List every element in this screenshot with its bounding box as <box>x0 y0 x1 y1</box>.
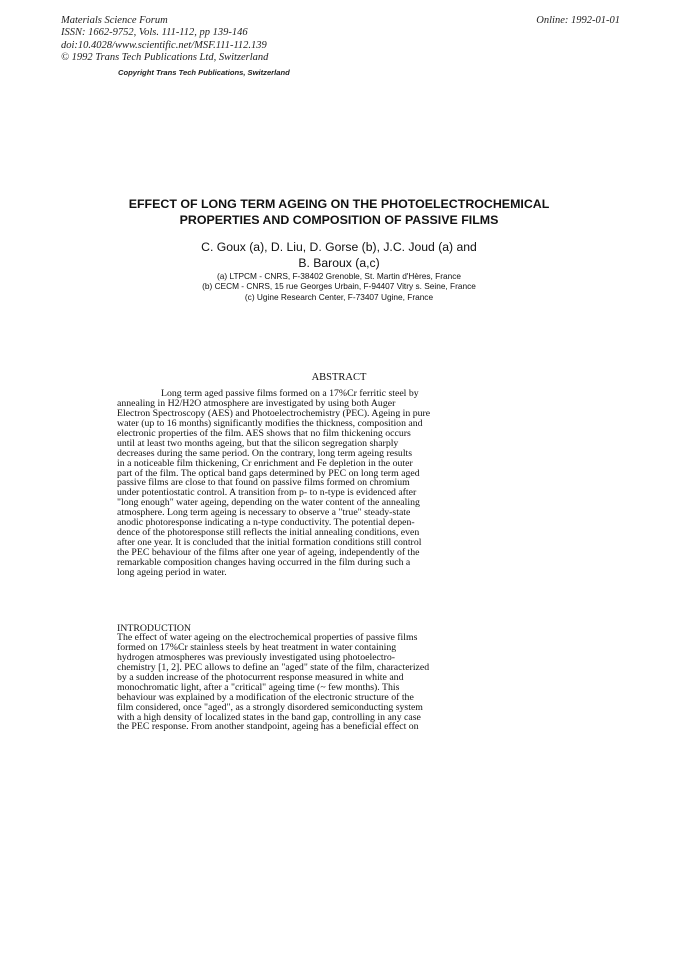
abstract-line: until at least two months ageing, but that the silicon segregation sharply <box>117 438 399 449</box>
abstract-line: passive films are close to that found on passive films formed on chromium <box>117 478 410 489</box>
introduction-line: formed on 17%Cr stainless steels by heat treatment in water containing <box>117 642 397 653</box>
doi-line[interactable]: doi:10.4028/www.scientific.net/MSF.111-112.139 <box>61 39 267 51</box>
title-line: PROPERTIES AND COMPOSITION OF PASSIVE FILMS <box>179 213 499 227</box>
abstract-line: in a noticeable film thickening, Cr enrichment and Fe depletion in the outer <box>117 458 413 469</box>
introduction-line: hydrogen atmospheres was previously investigated using photoelectro- <box>117 652 396 663</box>
introduction-line: by a sudden increase of the photocurrent response measured in white and <box>117 672 404 683</box>
affiliation-c: (c) Ugine Research Center, F-73407 Ugine, France <box>244 291 434 302</box>
abstract-line: remarkable composition changes having occurred in the film during such a <box>117 557 411 568</box>
introduction-heading: INTRODUCTION <box>117 623 192 634</box>
publisher-copyright: Copyright Trans Tech Publications, Switzerland <box>118 68 290 77</box>
introduction-line: monochromatic light, after a "critical" ageing time (~ few months). This <box>117 682 400 693</box>
abstract-body <box>117 389 530 578</box>
paper-title <box>100 196 578 228</box>
abstract-line: annealing in H2/H2O atmosphere are investigated by using both Auger <box>117 398 396 409</box>
introduction-line: film considered, once "aged", as a strongly disordered semiconducting system <box>117 702 423 713</box>
copyright-line: © 1992 Trans Tech Publications Ltd, Switzerland <box>61 51 269 63</box>
abstract-line: Electron Spectroscopy (AES) and Photoelectrochemistry (PEC). Ageing in pure <box>117 408 431 419</box>
affiliations <box>100 271 578 302</box>
abstract-line: Long term aged passive films formed on a 17%Cr ferritic steel by <box>161 389 419 399</box>
abstract-line: "long enough" water ageing, depending on the water content of the annealing <box>117 498 420 509</box>
abstract-line: electronic properties of the film. AES shows that no film thickening occurs <box>117 428 411 439</box>
introduction-line: chemistry [1, 2]. PEC allows to define an "aged" state of the film, characterized <box>117 662 430 673</box>
introduction-line: the PEC response. From another standpoint, ageing has a beneficial effect on <box>117 722 419 733</box>
abstract-line: water (up to 16 months) significantly modifies the thickness, composition and <box>117 418 423 429</box>
abstract-line: long ageing period in water. <box>117 567 227 578</box>
introduction-line: behaviour was explained by a modification of the electronic structure of the <box>117 692 414 703</box>
publication-metadata <box>61 15 268 64</box>
abstract-line: decreases during the same period. On the contrary, long term ageing results <box>117 448 413 459</box>
abstract-line: anodic photoresponse indicating a n-type conductivity. The potential depen- <box>117 518 415 529</box>
abstract-line: atmosphere. Long term ageing is necessary to observe a "true" steady-state <box>117 508 411 519</box>
abstract-heading: ABSTRACT <box>311 372 367 383</box>
author-line: B. Baroux (a,c) <box>298 255 380 270</box>
introduction-line: with a high density of localized states in the band gap, controlling in any case <box>117 712 421 723</box>
online-date: Online: 1992-01-01 <box>536 15 620 26</box>
author-list <box>100 240 578 271</box>
affiliation-b: (b) CECM - CNRS, 15 rue Georges Urbain, F-94407 Vitry s. Seine, France <box>202 281 476 292</box>
abstract-line: the PEC behaviour of the films after one year of ageing, independently of the <box>117 548 420 558</box>
abstract-line: part of the film. The optical band gaps determined by PEC on long term aged <box>117 468 420 479</box>
abstract-line: under potentiostatic control. A transition from p- to n-type is evidenced after <box>117 488 417 499</box>
affiliation-a: (a) LTPCM - CNRS, F-38402 Grenoble, St. Martin d'Hères, France <box>217 271 461 281</box>
title-line: EFFECT OF LONG TERM AGEING ON THE PHOTOELECTROCHEMICAL <box>128 197 550 211</box>
author-line: C. Goux (a), D. Liu, D. Gorse (b), J.C. Joud (a) and <box>201 240 477 254</box>
abstract-line: after one year. It is concluded that the initial formation conditions still control <box>117 538 422 548</box>
journal-name: Materials Science Forum <box>61 15 168 26</box>
abstract-line: dence of the photoresponse still reflects the initial annealing conditions, even <box>117 528 420 539</box>
introduction-line: The effect of water ageing on the electrochemical properties of passive films <box>117 633 418 643</box>
introduction-body <box>117 633 530 732</box>
issn-line: ISSN: 1662-9752, Vols. 111-112, pp 139-146 <box>61 27 248 39</box>
